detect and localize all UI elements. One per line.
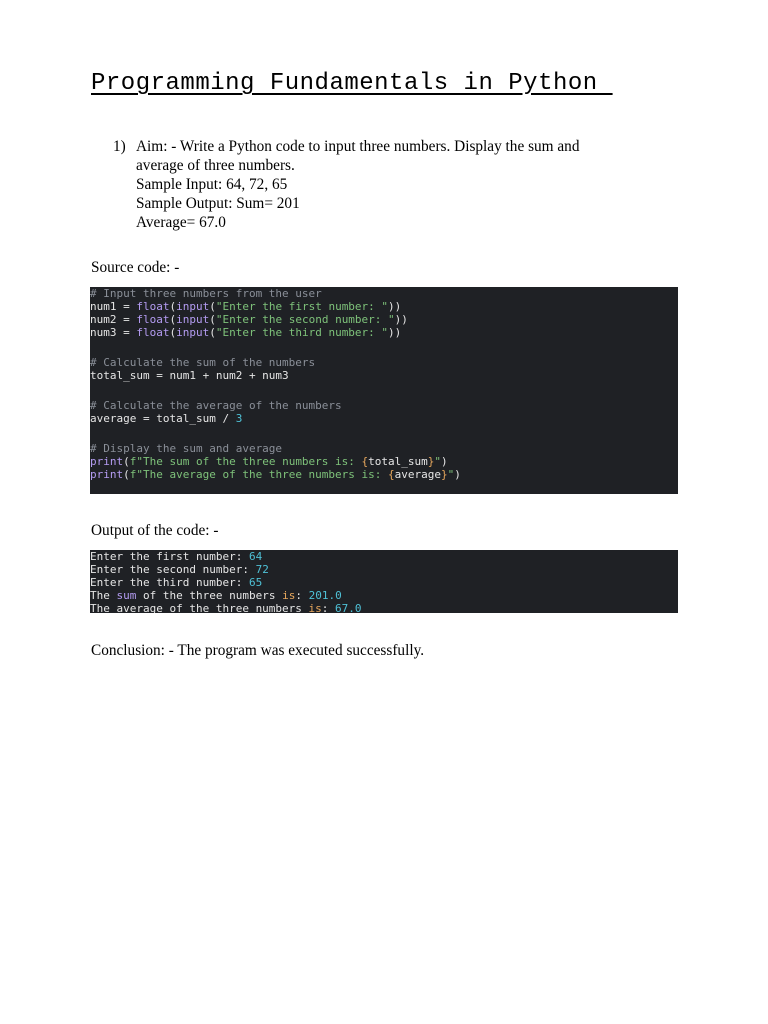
source-code-block [90, 287, 678, 494]
code-comment: # Calculate the sum of the numbers [90, 356, 316, 369]
output-line: Enter the third number: 65 [90, 576, 263, 589]
output-line: The average of the three numbers is: 67.0 [90, 602, 362, 613]
aim-line: average of three numbers. [136, 157, 295, 174]
output-line: Enter the second number: 72 [90, 563, 269, 576]
code-comment: # Display the sum and average [90, 442, 283, 455]
conclusion-text: Conclusion: - The program was executed successfully. [91, 642, 425, 659]
output-line: The sum of the three numbers is: 201.0 [90, 589, 342, 602]
code-blank-line [90, 382, 678, 399]
aim-line: Aim: - Write a Python code to input three numbers. Display the sum and [136, 138, 580, 155]
output-line: Enter the first number: 64 [90, 550, 263, 563]
aim-item [113, 137, 673, 232]
output-block [90, 550, 678, 613]
code-line: average = total_sum / 3 [90, 412, 243, 425]
page-title: Programming Fundamentals in Python [91, 70, 613, 97]
code-blank-line [90, 425, 678, 442]
code-comment: # Calculate the average of the numbers [90, 399, 342, 412]
output-label: Output of the code: - [91, 522, 219, 539]
code-comment: # Input three numbers from the user [90, 287, 322, 300]
code-blank-line [90, 339, 678, 356]
aim-body [136, 137, 673, 232]
sample-output-line: Sample Output: Sum= 201 [136, 195, 300, 212]
code-line: num3 = float(input("Enter the third number: ")) [90, 326, 402, 339]
source-code-label: Source code: - [91, 259, 180, 276]
code-line: num2 = float(input("Enter the second number: ")) [90, 313, 408, 326]
list-number: 1) [113, 138, 126, 155]
sample-average-line: Average= 67.0 [136, 214, 226, 231]
code-line: num1 = float(input("Enter the first number: ")) [90, 300, 402, 313]
code-line: print(f"The average of the three numbers is: {average}") [90, 468, 461, 481]
code-line: total_sum = num1 + num2 + num3 [90, 369, 289, 382]
sample-input-line: Sample Input: 64, 72, 65 [136, 176, 288, 193]
code-line: print(f"The sum of the three numbers is: {total_sum}") [90, 455, 448, 468]
